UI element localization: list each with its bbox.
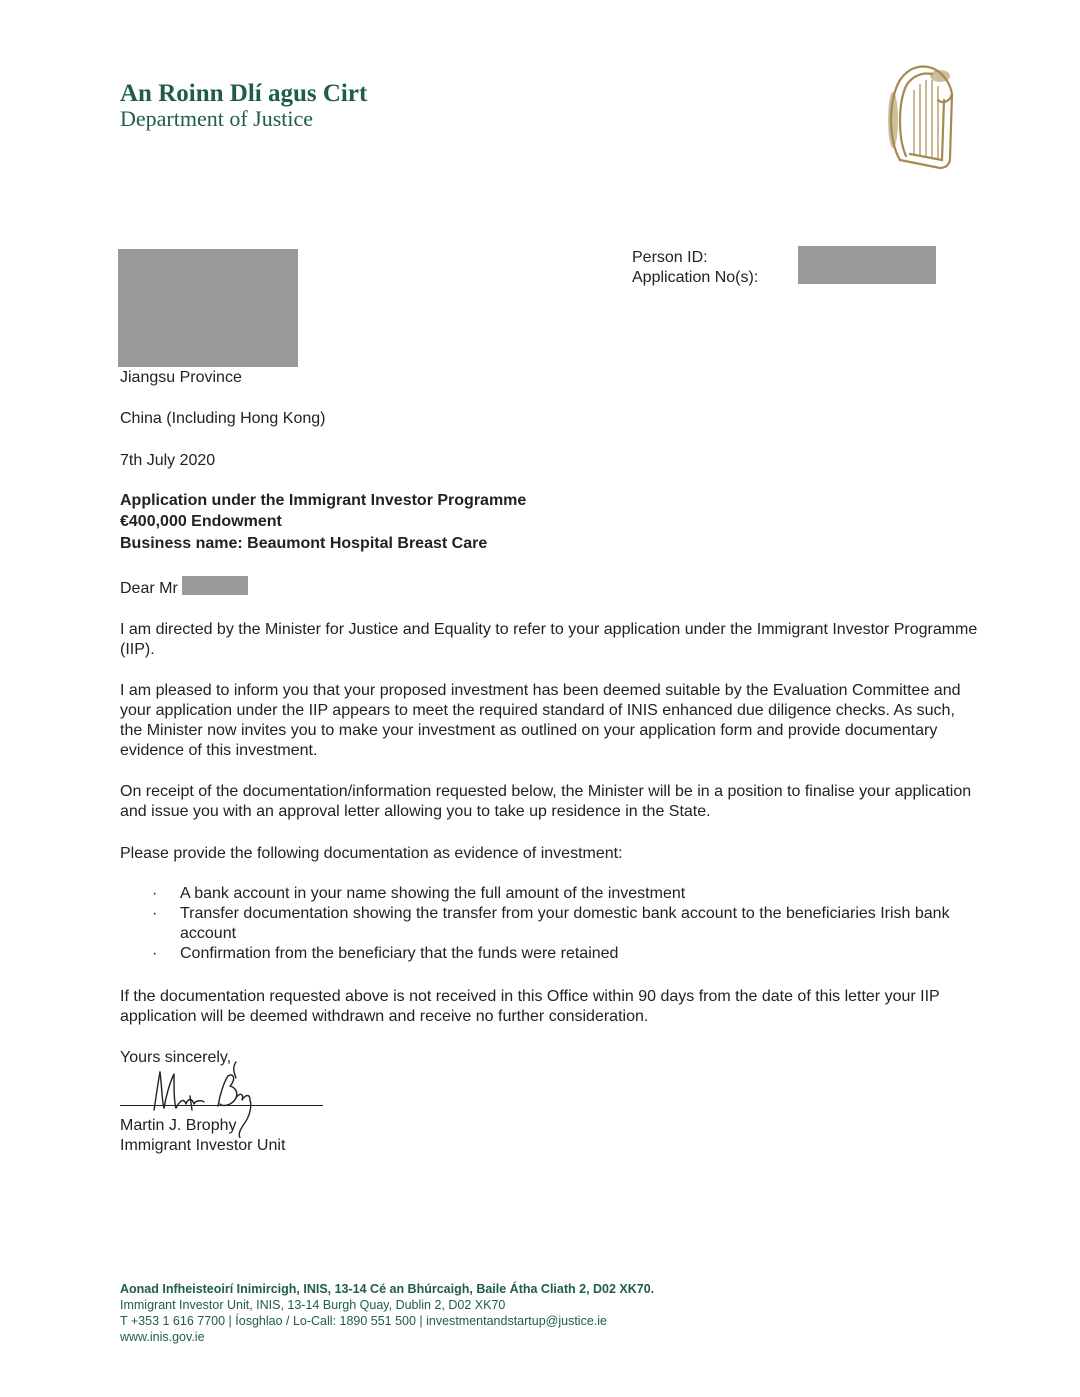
letter-date: 7th July 2020	[120, 452, 216, 469]
documentation-list	[150, 884, 980, 964]
bullet-icon: ·	[152, 945, 158, 962]
list-item-text: Confirmation from the beneficiary that the funds were retained	[180, 945, 619, 962]
bullet-icon: ·	[152, 905, 158, 922]
recipient-name-redaction	[182, 576, 248, 595]
subject-line-2: €400,000 Endowment	[120, 513, 282, 530]
closing-paragraph: If the documentation requested above is not received in this Office within 90 days from the date of this letter your IIP application will be deemed withdrawn and receive no further consideration.	[120, 988, 940, 1025]
list-item-text: A bank account in your name showing the full amount of the investment	[180, 885, 686, 902]
body-paragraph-2: I am pleased to inform you that your proposed investment has been deemed suitable by the Evaluation Committee and your application under the IIP appears to meet the required standard of INIS enhanced due diligence checks. As such, the Minister now invites you to make your investment as outlined on your application form and provide documentary evidence of this investment.	[120, 682, 961, 759]
footer-irish-address: Aonad Infheisteoirí Inimircigh, INIS, 13-14 Cé an Bhúrcaigh, Baile Átha Cliath 2, D02 XK70.	[120, 1282, 655, 1296]
address-country: China (Including Hong Kong)	[120, 410, 326, 427]
application-number-label: Application No(s):	[632, 269, 759, 286]
footer-contact: T +353 1 616 7700 | Íosghlao / Lo-Call: 1890 551 500 | investmentandstartup@justice.ie	[120, 1314, 607, 1328]
subject-line-1: Application under the Immigrant Investor Programme	[120, 492, 527, 509]
closing-phrase: Yours sincerely,	[120, 1049, 232, 1066]
list-item	[150, 884, 980, 904]
harp-emblem-icon	[880, 60, 960, 175]
reference-redaction	[798, 246, 936, 284]
signature-line	[120, 1105, 323, 1106]
recipient-address-redaction	[118, 249, 298, 367]
footer-english-address: Immigrant Investor Unit, INIS, 13-14 Burgh Quay, Dublin 2, D02 XK70	[120, 1298, 506, 1312]
body-paragraph-3: On receipt of the documentation/information requested below, the Minister will be in a position to finalise your application and issue you with an approval letter allowing you to take up residence in the State.	[120, 783, 972, 820]
body-paragraph-1: I am directed by the Minister for Justice and Equality to refer to your application under the Immigrant Investor Programme (IIP).	[120, 621, 978, 658]
salutation: Dear Mr	[120, 580, 178, 597]
footer-website: www.inis.gov.ie	[120, 1330, 205, 1344]
list-item-text: Transfer documentation showing the transfer from your domestic bank account to the beneficiaries Irish bank account	[180, 905, 950, 942]
person-id-label: Person ID:	[632, 249, 708, 266]
list-item	[150, 904, 980, 944]
signatory-name: Martin J. Brophy	[120, 1117, 237, 1134]
bullet-icon: ·	[152, 885, 158, 902]
list-item	[150, 944, 980, 964]
department-name-irish: An Roinn Dlí agus Cirt	[120, 80, 368, 107]
body-paragraph-4: Please provide the following documentation as evidence of investment:	[120, 845, 623, 862]
address-province: Jiangsu Province	[120, 369, 242, 386]
department-name-english: Department of Justice	[120, 106, 314, 131]
signatory-unit: Immigrant Investor Unit	[120, 1137, 286, 1154]
subject-line-3: Business name: Beaumont Hospital Breast Care	[120, 535, 488, 552]
